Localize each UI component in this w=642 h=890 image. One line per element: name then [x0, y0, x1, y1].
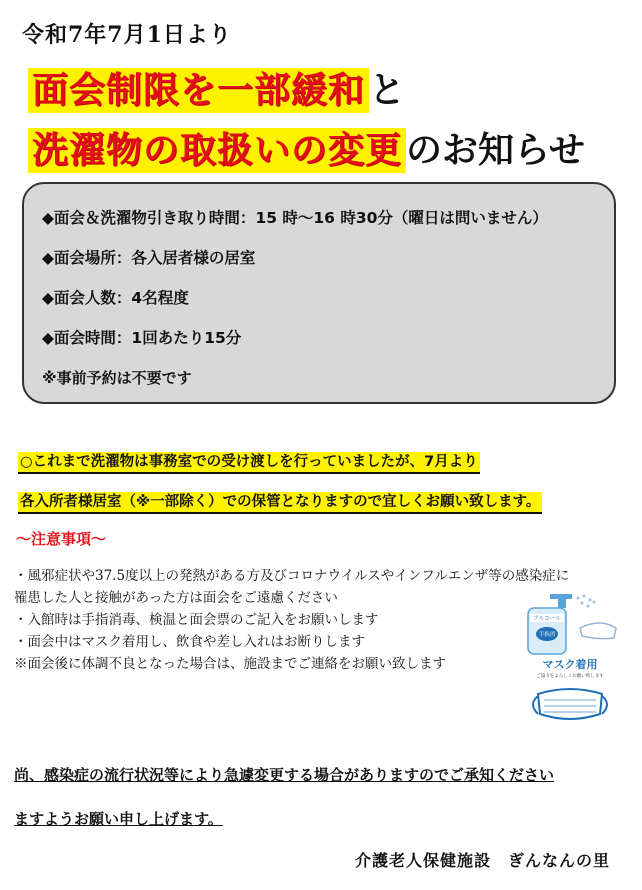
- info-box: [22, 182, 616, 404]
- info-row-place: ◆面会場所：各入居者様の居室: [42, 249, 256, 267]
- caution-item: ・面会中はマスク着用し、飲食や差し入れはお断りします: [14, 634, 365, 650]
- notice-line-1: ○これまで洗濯物は事務室での受け渡しを行っていましたが、7月より: [18, 450, 618, 471]
- bottle-label-body: 手指消: [538, 632, 556, 638]
- caution-item: ※面会後に体調不良となった場合は、施設までご連絡をお願い致します: [14, 656, 446, 672]
- title-highlight-2: 洗濯物の取扱いの変更: [28, 128, 406, 173]
- caution-item: ・入館時は手指消毒、検温と面会票のご記入をお願いします: [14, 612, 379, 628]
- footer-line-2: ますようお願い申し上げます。: [14, 810, 223, 828]
- date-line: 令和7年7月1日より: [22, 22, 232, 48]
- mask-caption: マスク着用: [542, 658, 598, 671]
- title-line-1: [28, 62, 405, 113]
- title-tail-1: と: [369, 69, 406, 111]
- info-row-duration: ◆面会時間：1回あたり15分: [42, 329, 242, 347]
- title-highlight-1: 面会制限を一部緩和: [28, 68, 369, 113]
- facility-signature: 介護老人保健施設 ぎんなんの里: [354, 851, 610, 870]
- info-row-time: ◆面会＆洗濯物引き取り時間：15 時～16 時30分（曜日は問いません）: [42, 209, 548, 227]
- caution-item: ・風邪症状や37.5度以上の発熱がある方及びコロナウイルスやインフルエンザ等の感染症に: [14, 568, 570, 584]
- caution-item: 罹患した人と接触があった方は面会をご遠慮ください: [14, 590, 338, 606]
- title-tail-2: のお知らせ: [406, 129, 585, 171]
- title-line-2: [28, 122, 585, 173]
- hand-sanitizer-and-mask-icon: [520, 588, 620, 728]
- bottle-label-top: アルコール: [533, 616, 561, 622]
- info-row-count: ◆面会人数：4名程度: [42, 289, 189, 307]
- mask-subcaption: ご協力をよろしくお願い致します: [536, 674, 604, 679]
- info-row-note: ※事前予約は不要です: [42, 369, 192, 387]
- footer-line-1: 尚、感染症の流行状況等により急遽変更する場合がありますのでご承知ください: [14, 766, 555, 784]
- notice-line-2: 各入所者様居室（※一部除く）での保管となりますので宜しくお願い致します。: [18, 490, 618, 511]
- caution-heading: ～注意事項～: [16, 530, 107, 548]
